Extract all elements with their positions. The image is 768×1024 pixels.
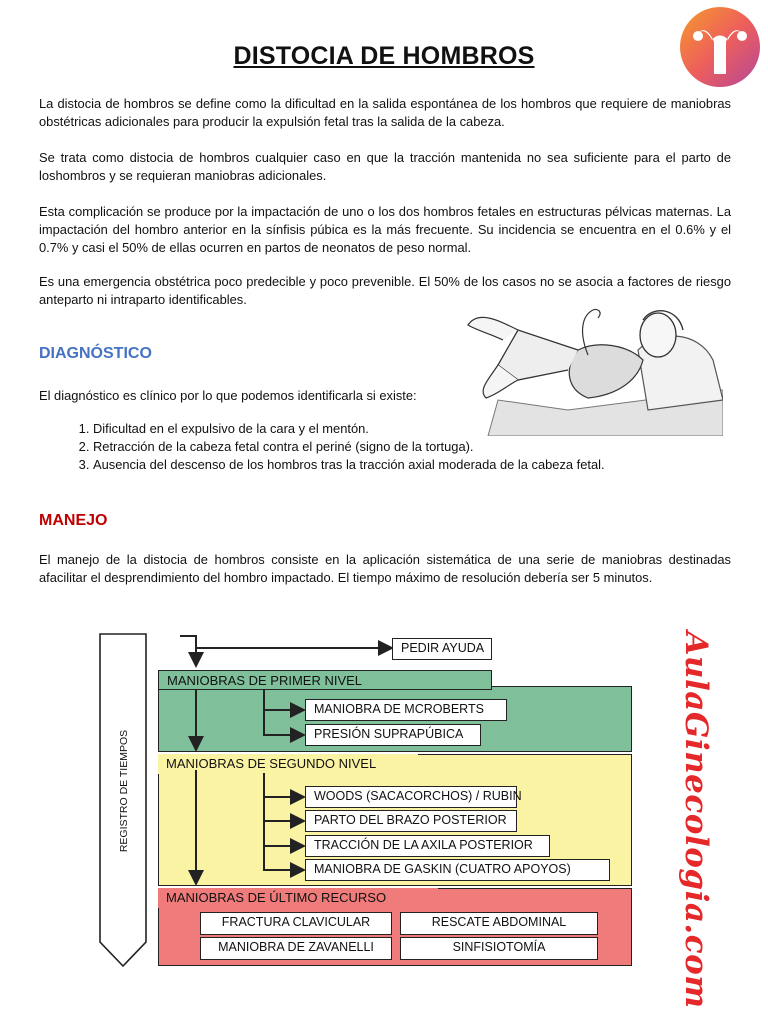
emergency-paragraph: Es una emergencia obstétrica poco predecible y poco prevenible. El 50% de los casos no se asocia a factores de riesgo anteparto ni intraparto identificables. — [39, 274, 731, 307]
brazo-posterior-box: PARTO DEL BRAZO POSTERIOR — [305, 810, 517, 832]
timeline-label: REGISTRO DE TIEMPOS — [118, 729, 130, 853]
level1-title: MANIOBRAS DE PRIMER NIVEL — [158, 670, 492, 690]
woods-rubin-box: WOODS (SACACORCHOS) / RUBIN — [305, 786, 517, 808]
presion-suprapubica-box: PRESIÓN SUPRAPÚBICA — [305, 724, 481, 746]
zavanelli-box: MANIOBRA DE ZAVANELLI — [200, 937, 392, 960]
sinfisiotomia-box: SINFISIOTOMÍA — [400, 937, 598, 960]
definition-paragraph: La distocia de hombros se define como la dificultad en la salida espontánea de los hombros que requiere de maniobras obstétricas adicionales para producir la expulsión fetal tras la salida de la cabeza. — [39, 96, 731, 129]
manejo-paragraph: El manejo de la distocia de hombros consiste en la aplicación sistemática de una serie de maniobras destinadas afacilitar el desprendimiento del hombro impactado. El tiempo máximo de resolución debería ser 5 minutos. — [39, 552, 731, 585]
mcroberts-box: MANIOBRA DE MCROBERTS — [305, 699, 507, 721]
incidence-paragraph: Esta complicación se produce por la impactación de uno o los dos hombros fetales en estructuras pélvicas maternas. La impactación del hombro anterior en la sínfisis púbica es la más frecuente. Su incidencia se encuentra en el 0.6% y el 0.7% y casi el 50% de ellas ocurren en partos de neonatos de peso normal. — [39, 204, 731, 255]
axila-posterior-box: TRACCIÓN DE LA AXILA POSTERIOR — [305, 835, 550, 857]
level2-title: MANIOBRAS DE SEGUNDO NIVEL — [158, 754, 418, 774]
diagnostico-heading: DIAGNÓSTICO — [39, 345, 152, 362]
treatment-paragraph: Se trata como distocia de hombros cualquier caso en que la tracción mantenida no sea suficiente para el parto de loshombros y se requieran maniobras adicionales. — [39, 150, 731, 183]
manejo-heading: MANEJO — [39, 512, 108, 529]
fractura-clavicular-box: FRACTURA CLAVICULAR — [200, 912, 392, 935]
rescate-abdominal-box: RESCATE ABDOMINAL — [400, 912, 598, 935]
page-title: DISTOCIA DE HOMBROS — [233, 42, 535, 70]
diagnostico-intro: El diagnóstico es clínico por lo que podemos identificarla si existe: — [39, 388, 417, 403]
list-item: 2. Retracción de la cabeza fetal contra el periné (signo de la tortuga). — [93, 438, 605, 456]
level3-title: MANIOBRAS DE ÚLTIMO RECURSO — [158, 888, 438, 908]
aulaginecologia-watermark: AulaGinecologia.com — [678, 631, 714, 1009]
gaskin-box: MANIOBRA DE GASKIN (CUATRO APOYOS) — [305, 859, 610, 881]
pedir-ayuda-box: PEDIR AYUDA — [392, 638, 492, 660]
list-item: 3. Ausencia del descenso de los hombros tras la tracción axial moderada de la cabeza fetal. — [93, 456, 605, 474]
list-item: 1. Dificultad en el expulsivo de la cara y el mentón. — [93, 420, 605, 438]
